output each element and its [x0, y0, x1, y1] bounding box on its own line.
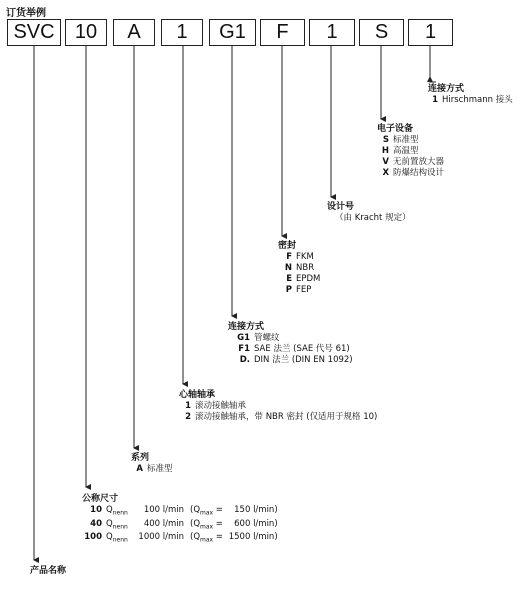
connection-2-block — [428, 84, 513, 106]
code-box-connection-2: 1 — [408, 19, 453, 46]
connection-heading: 连接方式 — [228, 322, 265, 332]
list-item: S 标准型 — [382, 135, 419, 145]
seal-block — [278, 241, 320, 296]
seal-heading: 密封 — [278, 241, 297, 251]
list-item: 1 Hirschmann 接头 — [432, 95, 513, 105]
connection-2-heading: 连接方式 — [428, 84, 465, 94]
code-box-electronics: S — [359, 19, 404, 46]
list-item: A 标准型 — [136, 464, 173, 474]
list-item: N NBR — [284, 263, 315, 273]
code-box-series: A — [113, 19, 155, 46]
list-item: G1 管螺纹 — [237, 333, 280, 343]
bearing-block — [179, 390, 377, 423]
code-box-bearing: 1 — [161, 19, 203, 46]
list-item: 2 滚动接触轴承，带 NBR 密封 (仅适用于规格 10) — [185, 412, 378, 422]
product-heading: 产品名称 — [30, 566, 67, 576]
connection-block — [228, 322, 353, 366]
bearing-heading: 心轴轴承 — [179, 390, 216, 400]
design-note: （由 Kracht 规定） — [335, 213, 411, 223]
list-item: E EPDM — [286, 274, 321, 284]
design-heading: 设计号 — [327, 202, 355, 212]
series-heading: 系列 — [131, 453, 150, 463]
list-item: F1 SAE 法兰 (SAE 代号 61) — [238, 344, 350, 354]
size-block — [82, 494, 278, 546]
list-item: X 防爆结构设计 — [382, 168, 445, 178]
list-item: P FEP — [285, 285, 312, 295]
list-item: H 高温型 — [381, 146, 419, 156]
design-block — [327, 202, 411, 224]
list-item: V 无前置放大器 — [382, 157, 445, 167]
series-block — [131, 453, 173, 475]
code-box-product: SVC — [7, 19, 61, 46]
list-item: F FKM — [286, 252, 314, 262]
leader-connection-2 — [430, 46, 436, 82]
list-item: 1 滚动接触轴承 — [185, 401, 247, 411]
list-item: D. DIN 法兰 (DIN EN 1092) — [239, 355, 353, 365]
page-title: 订货举例 — [6, 8, 46, 19]
code-box-size: 10 — [65, 19, 107, 46]
list-item: 10 $Q_{nenn}$ 100 l/min ($Q_{max} = 150$ l/min) — [90, 505, 278, 517]
list-item: 100 $Q_{nenn}$ 1000 l/min ($Q_{max} = 1500$ l/min) — [84, 532, 278, 545]
electronics-heading: 电子设备 — [377, 124, 414, 134]
code-box-seal: F — [260, 19, 305, 46]
code-box-design: 1 — [309, 19, 355, 46]
size-heading: 公称尺寸 — [82, 494, 119, 504]
code-box-connection: G1 — [209, 19, 256, 46]
electronics-block — [377, 124, 444, 179]
list-item: 40 $Q_{nenn}$ 400 l/min ($Q_{max} = 600$ l/min) — [90, 518, 278, 531]
